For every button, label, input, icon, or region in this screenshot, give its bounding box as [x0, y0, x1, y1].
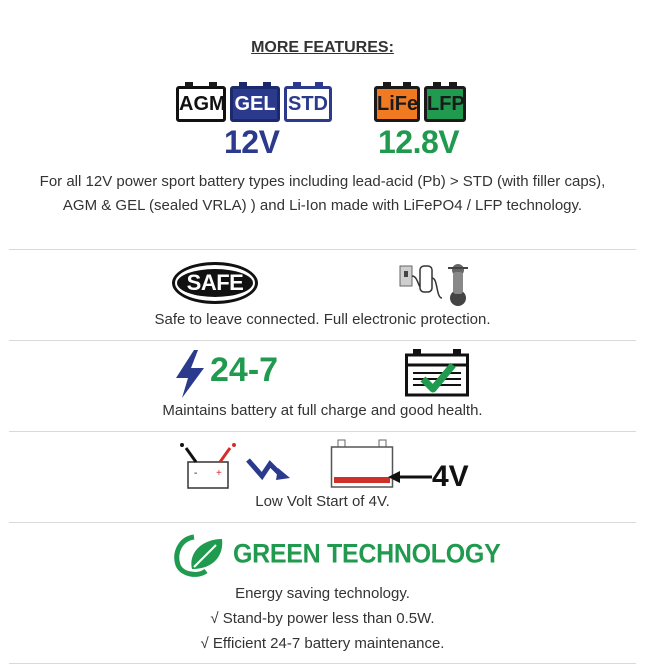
battery-check-icon: [405, 349, 469, 397]
voltage-12v-label: 12V: [224, 124, 280, 160]
green-line-2: √ Stand-by power less than 0.5W.: [210, 610, 435, 627]
badges-12v: [176, 86, 332, 122]
battery-types-description: [0, 170, 645, 218]
svg-text:+: +: [216, 468, 222, 479]
description-line-2: AGM & GEL (sealed VRLA) ) and Li-Ion made with LiFePO4 / LFP technology.: [62, 197, 583, 214]
badges-128v: [374, 86, 466, 122]
battery-lfp-icon: LFP: [424, 86, 466, 122]
green-description: [0, 581, 645, 656]
battery-gel-icon: GEL: [230, 86, 280, 122]
divider: [9, 431, 636, 432]
arrow-left-icon: [388, 470, 432, 484]
safe-logo-text: SAFE: [177, 269, 253, 297]
divider: [9, 249, 636, 250]
low-volt-label: 4V: [432, 460, 469, 493]
lightning-bolt-icon: [172, 350, 206, 398]
battery-life-icon: LiFe: [374, 86, 420, 122]
battery-clamps-icon: [172, 442, 246, 490]
leaf-icon: [172, 533, 226, 577]
description-line-1: For all 12V power sport battery types including lead-acid (Pb) > STD (with filler caps),: [39, 173, 606, 190]
low-battery-icon: [330, 440, 396, 490]
green-tech-logo-text: GREEN TECHNOLOGY: [233, 538, 501, 570]
spark-arrow-icon: [246, 456, 292, 482]
divider: [9, 663, 636, 664]
safe-badge-icon: [172, 262, 258, 304]
green-line-3: √ Efficient 24-7 battery maintenance.: [200, 635, 445, 652]
battery-agm-icon: AGM: [176, 86, 226, 122]
low-volt-caption: Low Volt Start of 4V.: [255, 493, 390, 510]
charger-motorcycle-icon: [398, 258, 474, 308]
green-line-1: Energy saving technology.: [235, 585, 410, 602]
safe-caption: Safe to leave connected. Full electronic protection.: [154, 311, 491, 328]
battery-std-icon: STD: [284, 86, 332, 122]
divider: [9, 340, 636, 341]
maintain-logo-text: 24-7: [210, 351, 279, 389]
voltage-128v-label: 12.8V: [378, 124, 460, 160]
divider: [9, 522, 636, 523]
maintain-caption: Maintains battery at full charge and good health.: [162, 402, 483, 419]
svg-text:-: -: [194, 468, 198, 479]
page-heading: MORE FEATURES:: [251, 39, 394, 56]
